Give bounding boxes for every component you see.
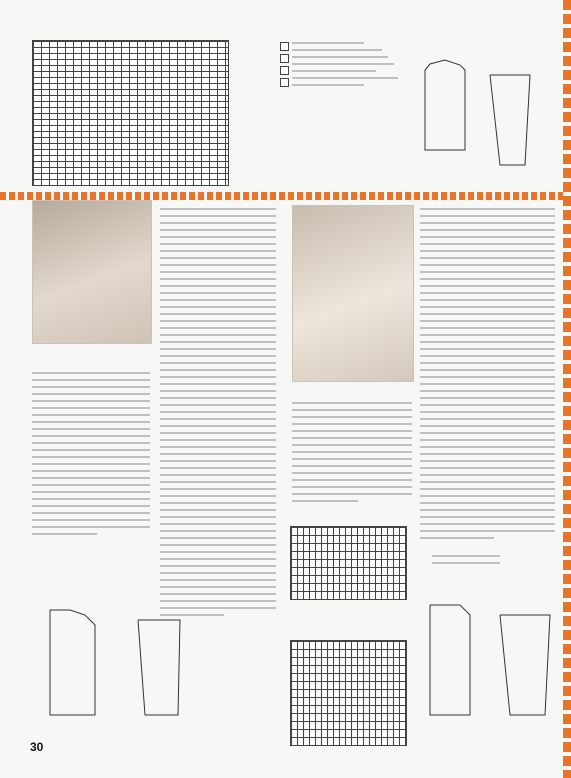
schematic-bottom-right — [415, 585, 560, 730]
page-number: 30 — [30, 740, 44, 754]
text-column-left — [32, 372, 150, 540]
knitting-chart-3 — [32, 40, 229, 186]
knitting-chart-2 — [290, 640, 407, 746]
knitting-chart-1 — [290, 526, 407, 600]
text-column-right — [420, 208, 555, 544]
decorative-edge — [563, 0, 571, 778]
legend-symbol — [280, 78, 289, 87]
model-4-heading — [34, 355, 124, 369]
schematic-top-right — [415, 40, 555, 180]
legend-symbol — [280, 42, 289, 51]
legend-lower-right — [420, 555, 500, 569]
model-4-photo — [32, 200, 152, 344]
legend-list — [280, 42, 400, 91]
divider-strip — [0, 192, 563, 200]
text-column-middle — [160, 208, 276, 621]
model-5-heading — [292, 385, 412, 399]
legend-symbol — [280, 54, 289, 63]
model-5-photo — [292, 205, 414, 382]
text-column-model-5 — [292, 402, 412, 507]
legend-symbol — [280, 66, 289, 75]
